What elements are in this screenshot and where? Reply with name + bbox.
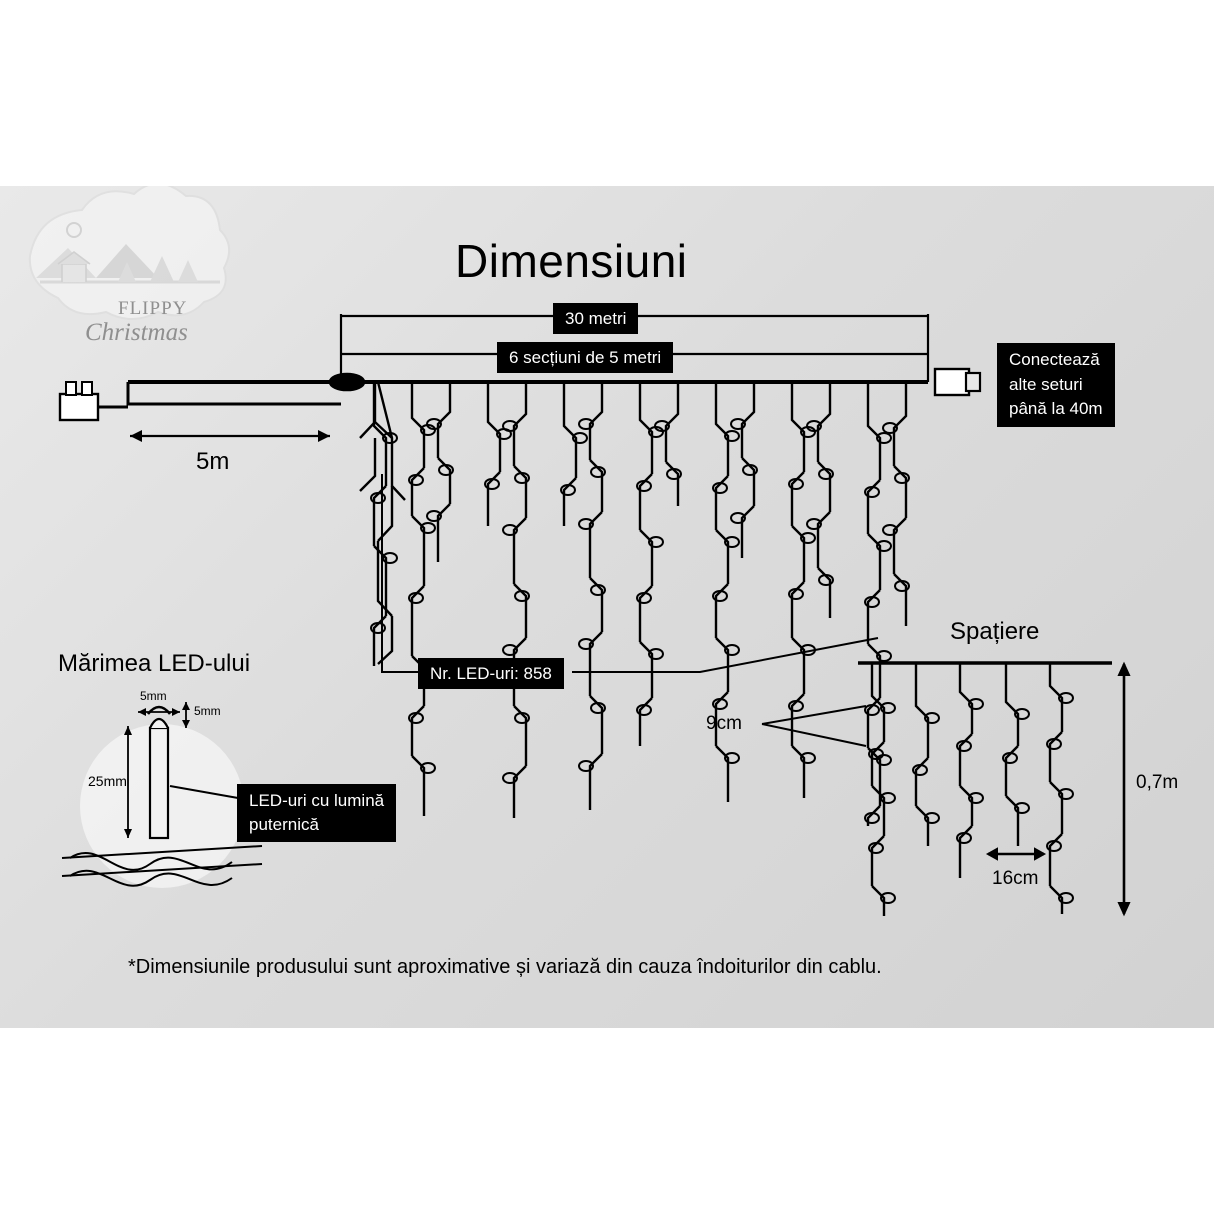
badge-led-bright-line1: LED-uri cu lumină	[249, 791, 385, 810]
badge-connect	[997, 343, 1115, 427]
badge-led-bright	[237, 784, 396, 842]
label-drop-spacing: 9cm	[706, 713, 742, 734]
label-strand-spacing: 16cm	[992, 868, 1039, 889]
badge-led-count: Nr. LED-uri: 858	[418, 658, 564, 689]
label-spacing-title: Spațiere	[950, 618, 1040, 645]
badge-connect-line1: Conectează	[1009, 350, 1100, 369]
label-lead-cable: 5m	[196, 448, 230, 475]
badge-led-bright-line2: puternică	[249, 814, 319, 834]
label-curtain-height: 0,7m	[1136, 772, 1179, 793]
footnote: *Dimensiunile produsului sunt aproximative și variază din cauza îndoiturilor din cablu.	[128, 956, 882, 978]
badge-connect-line3: până la 40m	[1009, 399, 1103, 419]
label-led-head: 5mm	[194, 704, 221, 718]
badge-connect-line2: alte seturi	[1009, 374, 1083, 394]
badge-total-length: 30 metri	[553, 303, 638, 334]
logo-text-flippy: FLIPPY	[118, 298, 188, 319]
led-size-detail	[62, 702, 262, 888]
logo-text-christmas: Christmas	[85, 319, 188, 346]
label-led-size-title: Mărimea LED-ului	[58, 650, 251, 677]
badge-sections: 6 secțiuni de 5 metri	[497, 342, 673, 373]
label-led-height: 25mm	[88, 773, 127, 789]
label-led-width: 5mm	[140, 689, 167, 703]
page-title: Dimensiuni	[455, 235, 688, 287]
diagram-canvas	[0, 186, 1214, 1028]
icicle-curtain	[374, 384, 906, 826]
spacing-detail	[858, 663, 1112, 916]
